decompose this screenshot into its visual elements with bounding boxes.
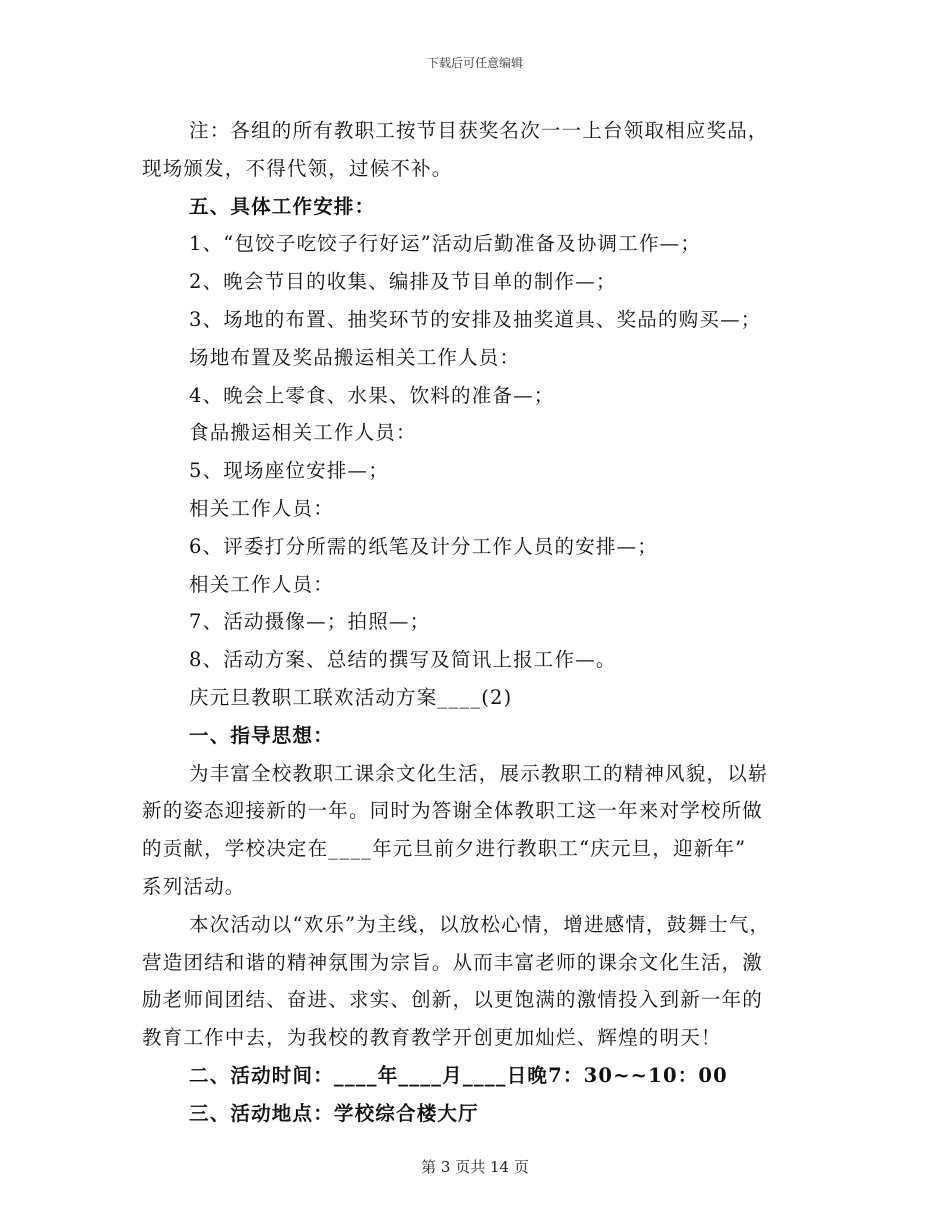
text-line: 的贡献，学校决定在____年元旦前夕进行教职工“庆元旦，迎新年”: [142, 837, 747, 861]
section-heading: 二、活动时间：____年____月____日晚7：30~~10：00: [189, 1064, 728, 1087]
text-line: 5、现场座位安排—；: [189, 459, 389, 483]
section-heading: 三、活动地点：学校综合楼大厅: [189, 1101, 479, 1125]
text-line: 场地布置及奖品搬运相关工作人员：: [189, 345, 521, 369]
page-footer: 第 3 页共 14 页: [421, 1158, 529, 1176]
text-line: 新的姿态迎接新的一年。同时为答谢全体教职工这一年来对学校所做: [142, 799, 764, 823]
text-line: 为丰富全校教职工课余文化生活，展示教职工的精神风貌，以崭: [189, 761, 769, 785]
document-subtitle: 庆元旦教职工联欢活动方案____(2): [189, 686, 513, 709]
section-heading: 一、指导思想：: [189, 723, 334, 747]
text-line: 1、“包饺子吃饺子行好运”活动后勤准备及协调工作—；: [189, 232, 702, 256]
page-header: 下载后可任意编辑: [426, 56, 523, 70]
text-line: 营造团结和谐的精神氛围为宗旨。从而丰富老师的课余文化生活，激: [142, 950, 764, 974]
text-line: 4、晚会上零食、水果、饮料的准备—；: [189, 383, 555, 407]
text-line: 励老师间团结、奋进、求实、创新，以更饱满的激情投入到新一年的: [142, 988, 764, 1012]
text-line: 8、活动方案、总结的撰写及简讯上报工作—。: [189, 648, 617, 672]
text-line: 注：各组的所有教职工按节目获奖名次一一上台领取相应奖品，: [189, 119, 769, 142]
text-line: 教育工作中去，为我校的教育教学开创更加灿烂、辉煌的明天！: [142, 1026, 722, 1050]
text-line: 本次活动以“欢乐”为主线，以放松心情，增进感情，鼓舞士气，: [189, 912, 771, 936]
text-line: 现场颁发，不得代领，过候不补。: [142, 156, 453, 180]
text-line: 相关工作人员：: [189, 497, 334, 520]
text-line: 3、场地的布置、抽奖环节的安排及抽奖道具、奖品的购买—；: [189, 308, 762, 331]
text-line: 6、评委打分所需的纸笔及计分工作人员的安排—；: [189, 534, 659, 558]
text-line: 2、晚会节目的收集、编排及节目单的制作—；: [189, 270, 617, 294]
text-line: 系列活动。: [142, 875, 246, 898]
text-line: 7、活动摄像—；拍照—；: [189, 610, 431, 634]
text-line: 相关工作人员：: [189, 572, 334, 596]
text-line: 食品搬运相关工作人员：: [189, 421, 417, 445]
section-heading: 五、具体工作安排：: [189, 194, 376, 218]
